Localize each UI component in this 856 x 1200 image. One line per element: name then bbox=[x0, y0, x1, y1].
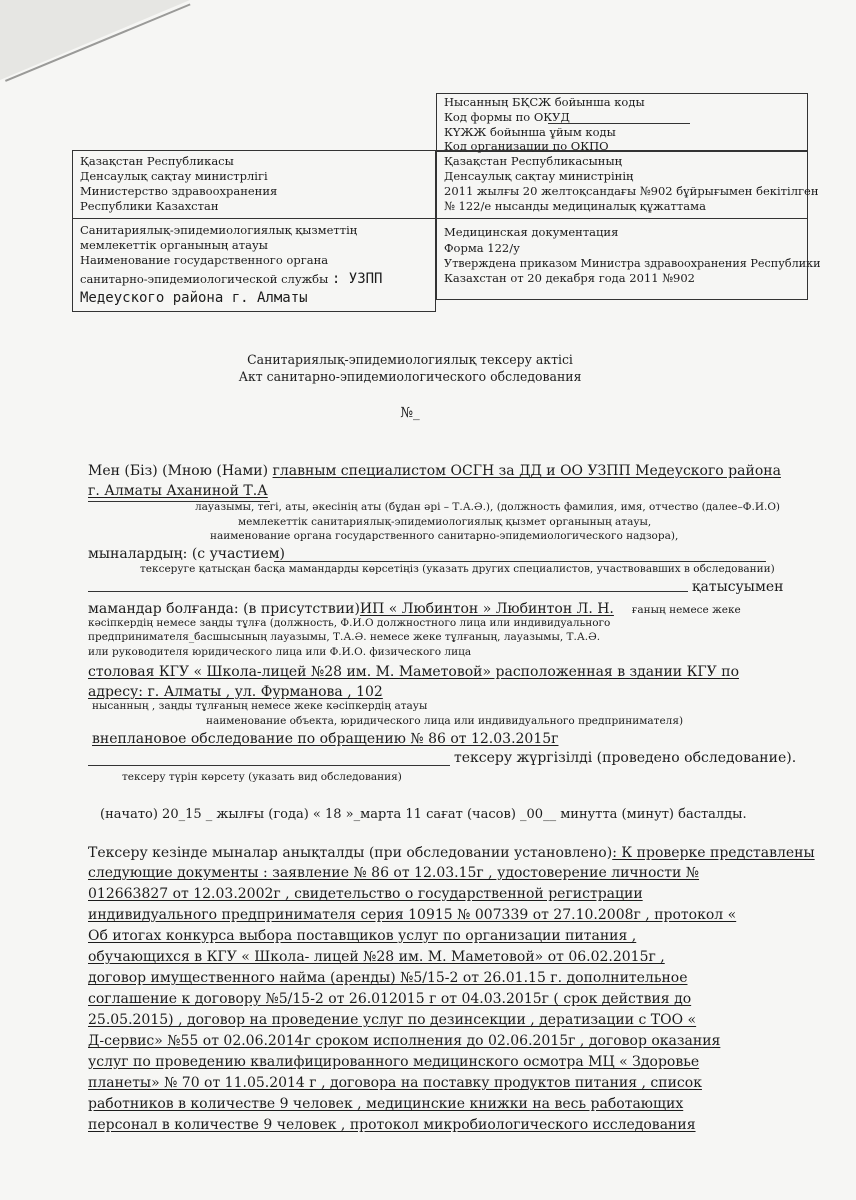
findings-line: индивидуального предпринимателя серия 10915 № 007339 от 27.10.2008г , протокол « bbox=[88, 907, 737, 923]
inspection-type-suffix: тексеру жүргізілді (проведено обследование). bbox=[454, 750, 797, 766]
form-code-kz-label: Нысанның БҚСЖ бойынша коды bbox=[444, 95, 645, 109]
organ-kz-l2: мемлекеттік органының атауы bbox=[80, 238, 268, 252]
participants-suffix: қатысуымен bbox=[692, 579, 784, 595]
presence-hint-1: кәсіпкердің немесе заңды тұлға (должность, Ф.И.О должностного лица или индивидуального bbox=[88, 617, 611, 629]
inspection-type-hint: тексеру түрін көрсету (указать вид обследования) bbox=[122, 771, 402, 783]
inspector-hint-1: лауазымы, тегі, аты, әкесінің аты (бұдан әрі – Т.А.Ә.), (должность фамилия, имя, отчество (далее–Ф.И.О) bbox=[195, 501, 781, 513]
participants-hint: тексеруге қатысқан басқа мамандарды көрсетіңіз (указать других специалистов, участвовавших в обследовании) bbox=[140, 563, 775, 575]
findings-line: персонал в количестве 9 человек , протокол микробиологического исследования bbox=[88, 1117, 696, 1133]
findings-line: Об итогах конкурса выбора поставщиков услуг по организации питания , bbox=[88, 928, 637, 944]
findings-line: услуг по проведению квалифицированного медицинского осмотра МЦ « Здоровье bbox=[88, 1054, 700, 1070]
act-number: №_ bbox=[400, 405, 420, 421]
okud-code-label: Код формы по ОКУД bbox=[444, 110, 570, 124]
organ-district-value: Медеуского района г. Алматы bbox=[80, 290, 308, 306]
title-ru: Акт санитарно-эпидемиологического обследования bbox=[238, 370, 582, 385]
start-time: (начато) 20_15 _ жылғы (года) « 18 »_марта 11 сағат (часов) _00__ минутта (минут) басталды. bbox=[100, 807, 747, 822]
presence-tail: ғаның немесе жеке bbox=[631, 604, 741, 616]
folded-corner bbox=[0, 0, 190, 80]
inspector-hint-2: мемлекеттік санитариялық-эпидемиологиялық қызмет органының атауы, bbox=[238, 516, 652, 528]
ministry-kz-country: Қазақстан Республикасы bbox=[80, 154, 234, 168]
findings-line: обучающихся в КГУ « Школа- лицей №28 им. М. Маметовой» от 06.02.2015г , bbox=[88, 949, 665, 965]
org-code-kz-label: КҮЖЖ бойынша ұйым коды bbox=[444, 125, 616, 139]
okpo-code-label: Код организации по ОКПО bbox=[444, 139, 609, 153]
findings-line: Д-сервис» №55 от 02.06.2014г сроком исполнения до 02.06.2015г , договор оказания bbox=[88, 1033, 721, 1049]
title-kz: Санитариялық-эпидемиологиялық тексеру актісі bbox=[247, 353, 573, 368]
findings-line: следующие документы : заявление № 86 от 12.03.15г , удостоверение личности № bbox=[88, 865, 700, 881]
approval-kz-l4: № 122/е нысанды медициналық құжаттама bbox=[444, 199, 706, 213]
inspector-value: главным специалистом ОСГН за ДД и ОО УЗПП Медеуского района bbox=[272, 463, 781, 479]
organ-ru-l4 bbox=[80, 269, 382, 289]
approval-kz-l2: Денсаулық сақтау министрінің bbox=[444, 169, 634, 183]
findings-line: соглашение к договору №5/15-2 от 26.012015 г от 04.03.2015г ( срок действия до bbox=[88, 991, 692, 1007]
findings-line: договор имущественного найма (аренды) №5/15-2 от 26.01.15 г. дополнительное bbox=[88, 970, 688, 986]
presence-label: мамандар болғанда: (в присутствии) bbox=[88, 601, 360, 617]
participants-label: мыналардың: (с участием) bbox=[88, 546, 285, 562]
object-name: столовая КГУ « Школа-лицей №28 им. М. Маметовой» расположенная в здании КГУ по bbox=[88, 664, 740, 680]
findings-line: : К проверке представлены bbox=[612, 845, 815, 861]
object-hint-1: нысанның , заңды тұлғаның немесе жеке кәсіпкердің атауы bbox=[92, 700, 428, 712]
findings-first-line bbox=[88, 843, 815, 863]
findings-line: 012663827 от 12.03.2002г , свидетельство о государственной регистрации bbox=[88, 886, 643, 902]
organ-ru-l3: Наименование государственного органа bbox=[80, 253, 329, 267]
inspector-hint-3: наименование органа государственного санитарно-эпидемиологического надзора), bbox=[210, 530, 679, 542]
presence-value: ИП « Любинтон » Любинтон Л. Н. bbox=[359, 601, 614, 617]
approval-kz-l1: Қазақстан Республикасының bbox=[444, 154, 622, 168]
organ-ru-l4-label: санитарно-эпидемиологической службы bbox=[80, 272, 329, 286]
presence-hint-2: предпринимателя_басшысының лауазымы, Т.А.Ә. немесе жеке тұлғаның, лауазымы, Т.А.Ә. bbox=[88, 631, 601, 643]
approval-ru-l4: Казахстан от 20 декабря года 2011 №902 bbox=[444, 271, 696, 285]
ministry-ru-name: Министерство здравоохранения bbox=[80, 184, 278, 198]
ministry-ru-country: Республики Казахстан bbox=[80, 199, 219, 213]
ministry-kz-name: Денсаулық сақтау министрлігі bbox=[80, 169, 268, 183]
inspector-line bbox=[88, 461, 781, 481]
approval-kz-l3: 2011 жылғы 20 желтоқсандағы №902 бұйрығымен бекітілген bbox=[444, 184, 819, 198]
organ-name-value: : УЗПП bbox=[331, 271, 383, 287]
findings-line: работников в количестве 9 человек , медицинские книжки на весь работающих bbox=[88, 1096, 684, 1112]
inspector-label: Мен (Біз) (Мною (Нами) bbox=[88, 463, 269, 479]
presence-hint-3: или руководителя юридического лица или Ф.И.О. физического лица bbox=[88, 646, 472, 658]
approval-ru-l3: Утверждена приказом Министра здравоохранения Республики bbox=[444, 256, 821, 270]
organ-kz-l1: Санитариялық-эпидемиологиялық қызметтің bbox=[80, 223, 358, 237]
findings-lead: Тексеру кезінде мыналар анықталды (при обследовании установлено) bbox=[88, 845, 613, 861]
approval-ru-l2: Форма 122/у bbox=[444, 241, 520, 255]
inspector-value-2: г. Алматы Аханиной Т.А bbox=[88, 483, 268, 499]
inspection-type-value: внеплановое обследование по обращению № 86 от 12.03.2015г bbox=[92, 731, 559, 747]
object-hint-2: наименование объекта, юридического лица или индивидуального предпринимателя) bbox=[206, 715, 684, 727]
findings-line: 25.05.2015) , договор на проведение услуг по дезинсекции , дератизации с ТОО « bbox=[88, 1012, 697, 1028]
approval-ru-l1: Медицинская документация bbox=[444, 225, 619, 239]
inspection-type-line bbox=[88, 765, 450, 766]
object-address: адресу: г. Алматы , ул. Фурманова , 102 bbox=[88, 684, 383, 700]
participants-line-2 bbox=[88, 591, 688, 592]
findings-line: планеты» № 70 от 11.05.2014 г , договора на поставку продуктов питания , список bbox=[88, 1075, 702, 1091]
